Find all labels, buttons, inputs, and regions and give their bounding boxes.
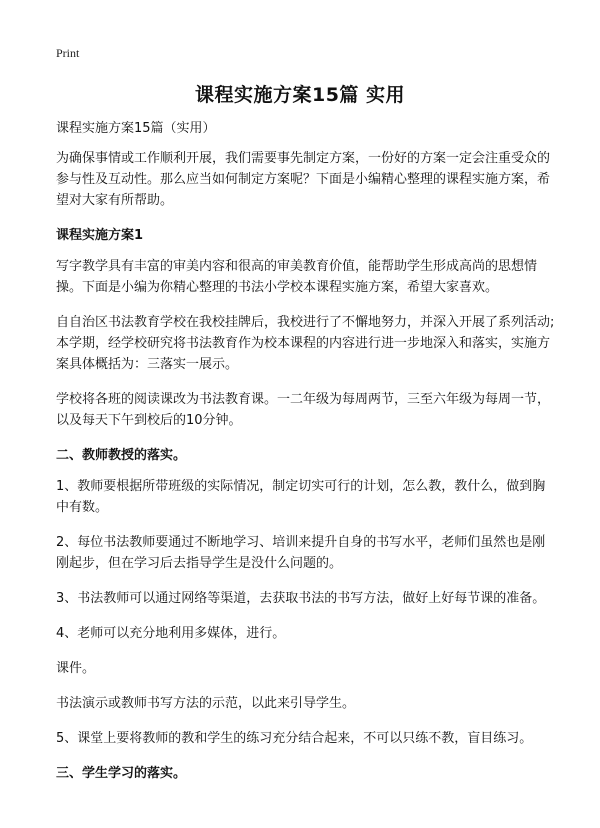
intro-paragraph: 为确保事情或工作顺利开展，我们需要事先制定方案，一份好的方案一定会注重受众的参与性及互动性。那么应当如何制定方案呢？下面是小编精心整理的课程实施方案，希望对大家有所帮助。 — [56, 151, 551, 208]
list-item-3: 3、书法教师可以通过网络等渠道，去获取书法的书写方法，做好上好每节课的准备。 — [56, 591, 546, 606]
paragraph-2: 自自治区书法教育学校在我校挂牌后，我校进行了不懈地努力，并深入开展了系列活动;本学期，经学校研究将书法教育作为校本课程的内容进行进一步地深入和落实，实施方案具体概括为：三落实一展示。 — [56, 315, 555, 372]
print-label: Print — [56, 46, 80, 60]
list-item-5: 5、课堂上要将教师的教和学生的练习充分结合起来，不可以只练不教，盲目练习。 — [56, 731, 533, 746]
list-item-4: 4、老师可以充分地利用多媒体，进行。 — [56, 626, 286, 641]
document-body — [56, 118, 556, 794]
document-subtitle: 课程实施方案15篇（实用） — [56, 121, 216, 136]
paragraph-1: 写字教学具有丰富的审美内容和很高的审美教育价值，能帮助学生形成高尚的思想情操。下面是小编为你精心整理的书法小学校本课程实施方案，希望大家喜欢。 — [56, 259, 538, 295]
document-title: 课程实施方案15篇 实用 — [194, 84, 406, 106]
demo-paragraph: 书法演示或教师书写方法的示范，以此来引导学生。 — [56, 696, 356, 711]
section-heading-1: 课程实施方案1 — [56, 228, 144, 243]
courseware-paragraph: 课件。 — [56, 661, 96, 676]
list-item-1: 1、教师要根据所带班级的实际情况，制定切实可行的计划，怎么教，教什么，做到胸中有数。 — [56, 479, 546, 515]
paragraph-3: 学校将各班的阅读课改为书法教育课。一二年级为每周两节，三至六年级为每周一节，以及每天下午到校后的10分钟。 — [56, 392, 551, 428]
section-heading-3: 三、学生学习的落实。 — [56, 766, 187, 781]
section-heading-2: 二、教师教授的落实。 — [56, 448, 187, 463]
list-item-2: 2、每位书法教师要通过不断地学习、培训来提升自身的书写水平，老师们虽然也是刚刚起步，但在学习后去指导学生是没什么问题的。 — [56, 535, 546, 571]
